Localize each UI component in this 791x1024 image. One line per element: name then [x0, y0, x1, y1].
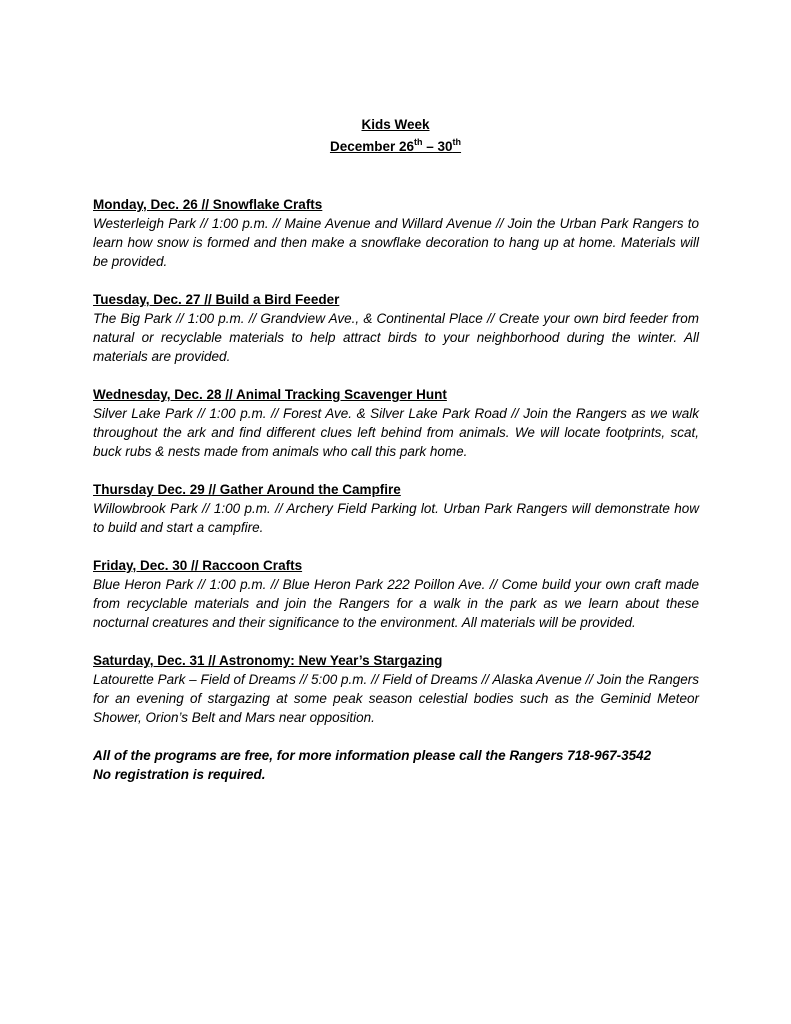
- event-title: Friday, Dec. 30 // Raccoon Crafts: [93, 558, 303, 573]
- date-range-start: December 26: [329, 139, 415, 154]
- date-range: [0, 136, 791, 158]
- event-description: The Big Park // 1:00 p.m. // Grandview Ave., & Continental Place // Create your own bird feeder from natural or recyclable materials to help attract birds to your neighborhood during the winter. All materials are provided.: [93, 311, 699, 364]
- event-title: Wednesday, Dec. 28 // Animal Tracking Scavenger Hunt: [93, 387, 447, 402]
- event-item: [93, 290, 699, 366]
- event-item: [93, 195, 699, 271]
- event-item: [93, 651, 699, 727]
- document-header: [0, 114, 791, 158]
- event-item: [93, 385, 699, 461]
- event-title: Saturday, Dec. 31 // Astronomy: New Year’s Stargazing: [93, 653, 443, 668]
- event-title: Monday, Dec. 26 // Snowflake Crafts: [93, 197, 323, 212]
- date-range-end: – 30: [422, 139, 453, 154]
- event-description: Willowbrook Park // 1:00 p.m. // Archery Field Parking lot. Urban Park Rangers will demonstrate how to build and start a campfire.: [93, 501, 699, 535]
- footer-contact-info: All of the programs are free, for more information please call the Rangers 718-967-3542: [93, 748, 652, 763]
- event-title: Thursday Dec. 29 // Gather Around the Campfire: [93, 482, 401, 497]
- date-range-end-suffix: th: [452, 137, 462, 147]
- event-item: [93, 556, 699, 632]
- event-item: [93, 480, 699, 537]
- date-range-start-suffix: th: [414, 137, 423, 147]
- footer-registration-note: No registration is required.: [93, 767, 266, 782]
- event-description: Westerleigh Park // 1:00 p.m. // Maine Avenue and Willard Avenue // Join the Urban Park Rangers to learn how snow is formed and then make a snowflake decoration to hang up at home. Materials will be provided.: [93, 216, 699, 269]
- events-list: [93, 195, 699, 784]
- event-description: Blue Heron Park // 1:00 p.m. // Blue Heron Park 222 Poillon Ave. // Come build your own craft made from recyclable materials and join the Rangers for a walk in the park as we learn about these nocturnal creatures and their significance to the environment. All materials will be provided.: [93, 577, 699, 630]
- event-description: Latourette Park – Field of Dreams // 5:00 p.m. // Field of Dreams // Alaska Avenue // Join the Rangers for an evening of stargazing at some peak season celestial bodies such as the Geminid Meteor Shower, Orion’s Belt and Mars near opposition.: [93, 672, 699, 725]
- footer-note: [93, 746, 699, 784]
- event-description: Silver Lake Park // 1:00 p.m. // Forest Ave. & Silver Lake Park Road // Join the Rangers as we walk throughout the ark and find different clues left behind from animals. We will locate footprints, scat, buck rubs & nests made from animals who call this park home.: [93, 406, 699, 459]
- event-title: Tuesday, Dec. 27 // Build a Bird Feeder: [93, 292, 340, 307]
- document-title: Kids Week: [361, 117, 430, 132]
